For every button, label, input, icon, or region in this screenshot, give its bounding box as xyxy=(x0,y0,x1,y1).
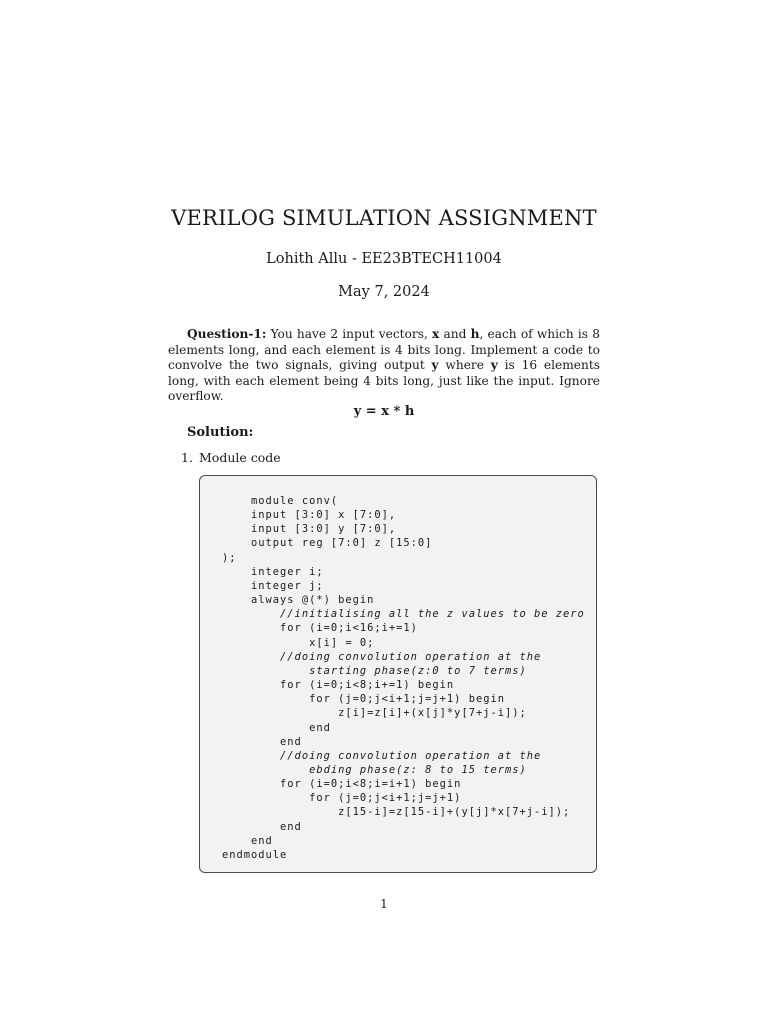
code-line: integer j; xyxy=(222,579,324,592)
code-line: module conv( xyxy=(222,495,339,507)
code-line: //initialising all the z values to be zero xyxy=(222,608,585,621)
code-line: x[i] = 0; xyxy=(222,636,375,649)
question-text: where xyxy=(438,358,491,373)
question-text: , each of which is 8 elements long, and each element is 4 bits long. Implement a code to convolve the two signals, giving output xyxy=(168,327,600,373)
code-line: output reg [7:0] z [15:0] xyxy=(222,537,433,550)
question-text: is 16 elements long, with each element being 4 bits long, just like the input. Ignore overflow. xyxy=(168,358,600,404)
code-line: end xyxy=(222,721,331,734)
solution-label: Solution: xyxy=(187,425,254,440)
list-item xyxy=(181,450,281,465)
code-line: for (i=0;i<8;i+=1) begin xyxy=(222,679,455,692)
vector-y: y xyxy=(490,358,498,373)
code-listing xyxy=(199,475,597,873)
code-line: always @(*) begin xyxy=(222,594,375,607)
code-line: ebding phase(z: 8 to 15 terms) xyxy=(222,763,527,776)
code-line: for (j=0;j<i+1;j=j+1) begin xyxy=(222,693,505,706)
code-line: for (j=0;j<i+1;j=j+1) xyxy=(222,792,462,805)
code-line: //doing convolution operation at the xyxy=(222,749,542,762)
code-line: end xyxy=(222,834,273,847)
document-date: May 7, 2024 xyxy=(338,284,430,300)
code-line: //doing convolution operation at the xyxy=(222,650,542,663)
list-item-label: Module code xyxy=(199,450,281,465)
code-lines xyxy=(222,494,585,862)
vector-h: h xyxy=(470,327,480,341)
code-line: for (i=0;i<8;i=i+1) begin xyxy=(222,778,462,791)
page-number: 1 xyxy=(380,897,388,911)
vector-y: y xyxy=(431,358,439,373)
code-line: end xyxy=(222,820,302,833)
code-line: input [3:0] x [7:0], xyxy=(222,509,397,522)
code-line: z[i]=z[i]+(x[j]*y[7+j-i]); xyxy=(222,707,527,720)
code-line: starting phase(z:0 to 7 terms) xyxy=(222,664,527,677)
question-text: You have 2 input vectors, xyxy=(266,327,433,341)
vector-x: x xyxy=(432,327,440,341)
convolution-equation: y = x * h xyxy=(353,404,415,419)
code-line: endmodule xyxy=(222,848,288,861)
code-line: end xyxy=(222,735,302,748)
code-line: ); xyxy=(222,551,237,564)
author-line: Lohith Allu - EE23BTECH11004 xyxy=(266,251,502,267)
question-text: and xyxy=(439,327,471,341)
code-line: for (i=0;i<16;i+=1) xyxy=(222,622,418,635)
code-line: integer i; xyxy=(222,565,324,578)
document-title: VERILOG SIMULATION ASSIGNMENT xyxy=(171,206,597,230)
list-number: 1. xyxy=(181,450,193,465)
code-line: z[15-i]=z[15-i]+(y[j]*x[7+j-i]); xyxy=(222,806,571,819)
question-label: Question-1: xyxy=(187,327,267,341)
code-line: input [3:0] y [7:0], xyxy=(222,523,397,536)
question-paragraph xyxy=(168,327,600,405)
